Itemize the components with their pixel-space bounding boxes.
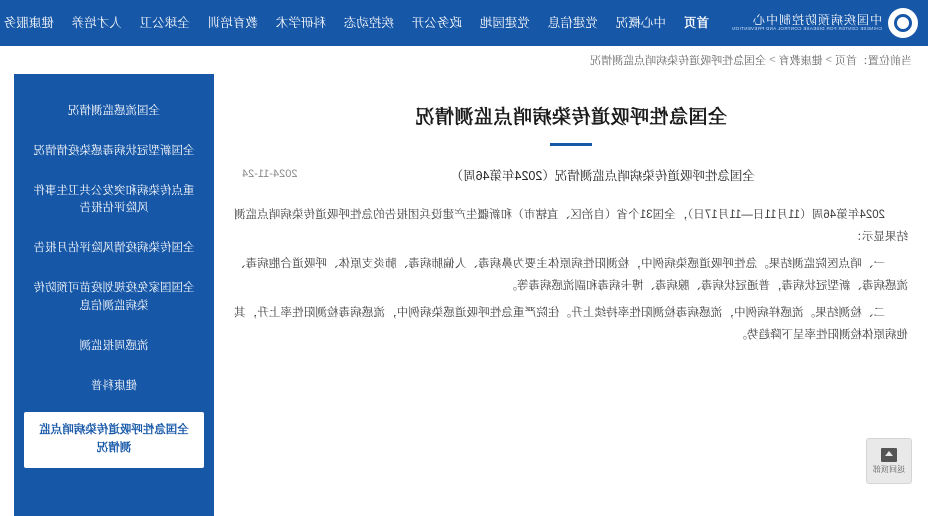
site-name-en: CHINESE CENTER FOR DISEASE CONTROL AND PREVENTION <box>731 26 882 32</box>
site-name-cn: 中国疾病预防控制中心 <box>751 12 882 27</box>
nav-item-global-health[interactable]: 全球公卫 <box>139 16 190 30</box>
nav-item-cdc-dynamics[interactable]: 疾控动态 <box>343 16 394 30</box>
nav-item-research[interactable]: 科研学术 <box>275 16 326 30</box>
nav-item-government-affairs[interactable]: 政务公开 <box>411 16 462 30</box>
arrow-up-icon <box>881 448 897 462</box>
nav-item-party-garden[interactable]: 党建园地 <box>479 16 530 30</box>
nav-item-education[interactable]: 教育培训 <box>207 16 258 30</box>
breadcrumb-item-home[interactable]: 首页 <box>835 55 857 67</box>
breadcrumb <box>0 46 928 74</box>
nav-item-party-news[interactable]: 党建信息 <box>547 16 598 30</box>
main-nav <box>0 0 718 46</box>
article-date: 2024-11-24 <box>242 168 298 180</box>
article-column <box>228 74 914 516</box>
page-title: 全国急性呼吸道传染病哨点监测情况 <box>415 107 728 128</box>
sidebar-item-flu-monitoring[interactable]: 全国流感监测情况 <box>68 105 160 117</box>
sidebar-column <box>14 74 214 516</box>
nav-item-talent[interactable]: 人才培养 <box>71 16 122 30</box>
nav-item-health-service[interactable]: 健康服务 <box>3 16 54 30</box>
article-paragraph: 2024年第46周（11月11日—11月17日），全国31个省（自治区、直辖市）和新疆生产建设兵团报告的急性呼吸道传染病哨点监测结果显示： <box>234 209 908 244</box>
sidebar-item-risk-assessment-report[interactable]: 重点传染病和突发公共卫生事件风险评估报告 <box>33 184 195 215</box>
breadcrumb-item-current[interactable]: 全国急性呼吸道传染病哨点监测情况 <box>590 55 767 67</box>
sidebar-item-flu-weekly-report[interactable]: 流感周报监测 <box>79 339 149 352</box>
back-to-top-button[interactable] <box>866 438 912 484</box>
article-paragraph: 二、检测结果。流感样病例中，流感病毒检测阳性率持续上升。住院严重急性呼吸道感染病例中，流感病毒检测阳性率上升，其他病原体检测阳性率呈下降趋势。 <box>234 306 908 342</box>
article-subtitle: 全国急性呼吸道传染病哨点监测情况（2024年第46周） <box>450 169 755 183</box>
article-body <box>234 204 908 347</box>
sidebar-item-monthly-risk-report[interactable]: 全国传染病疫情风险评估月报告 <box>33 242 195 255</box>
site-logo[interactable] <box>732 8 918 38</box>
title-underline-divider <box>550 143 592 146</box>
site-logo-text <box>732 14 882 32</box>
breadcrumb-separator-1: > <box>825 54 832 66</box>
breadcrumb-separator-2: > <box>769 54 776 66</box>
breadcrumb-prefix: 当前位置： <box>857 55 912 67</box>
content-area <box>0 74 928 516</box>
sidebar-item-covid-epidemic[interactable]: 全国新型冠状病毒感染疫情情况 <box>33 144 195 157</box>
article-meta-row <box>228 166 914 186</box>
sidebar-item-health-science[interactable]: 健康科普 <box>91 379 137 392</box>
sidebar-item-respiratory-sentinel-monitoring[interactable]: 全国急性呼吸道传染病哨点监测情况 <box>24 412 204 468</box>
breadcrumb-item-health-education[interactable]: 健康教育 <box>778 55 823 67</box>
cdc-logo-icon <box>888 8 918 38</box>
sidebar-nav <box>14 74 214 516</box>
top-navigation-bar <box>0 0 928 46</box>
nav-item-about[interactable]: 中心概况 <box>615 16 666 30</box>
back-to-top-label: 返回顶部 <box>873 464 905 474</box>
nav-item-home[interactable]: 首页 <box>683 16 709 30</box>
sidebar-item-immunization-monitoring[interactable]: 全国国家免疫规划疫苗可预防传染病监测信息 <box>33 282 195 312</box>
article-paragraph: 一、哨点医院监测结果。急性呼吸道感染病例中，检测阳性病原体主要为鼻病毒、人偏肺病毒、肺炎支原体、呼吸道合胞病毒、流感病毒、新型冠状病毒，普通冠状病毒、腺病毒、博卡病毒和副流感病毒等。 <box>234 257 908 293</box>
